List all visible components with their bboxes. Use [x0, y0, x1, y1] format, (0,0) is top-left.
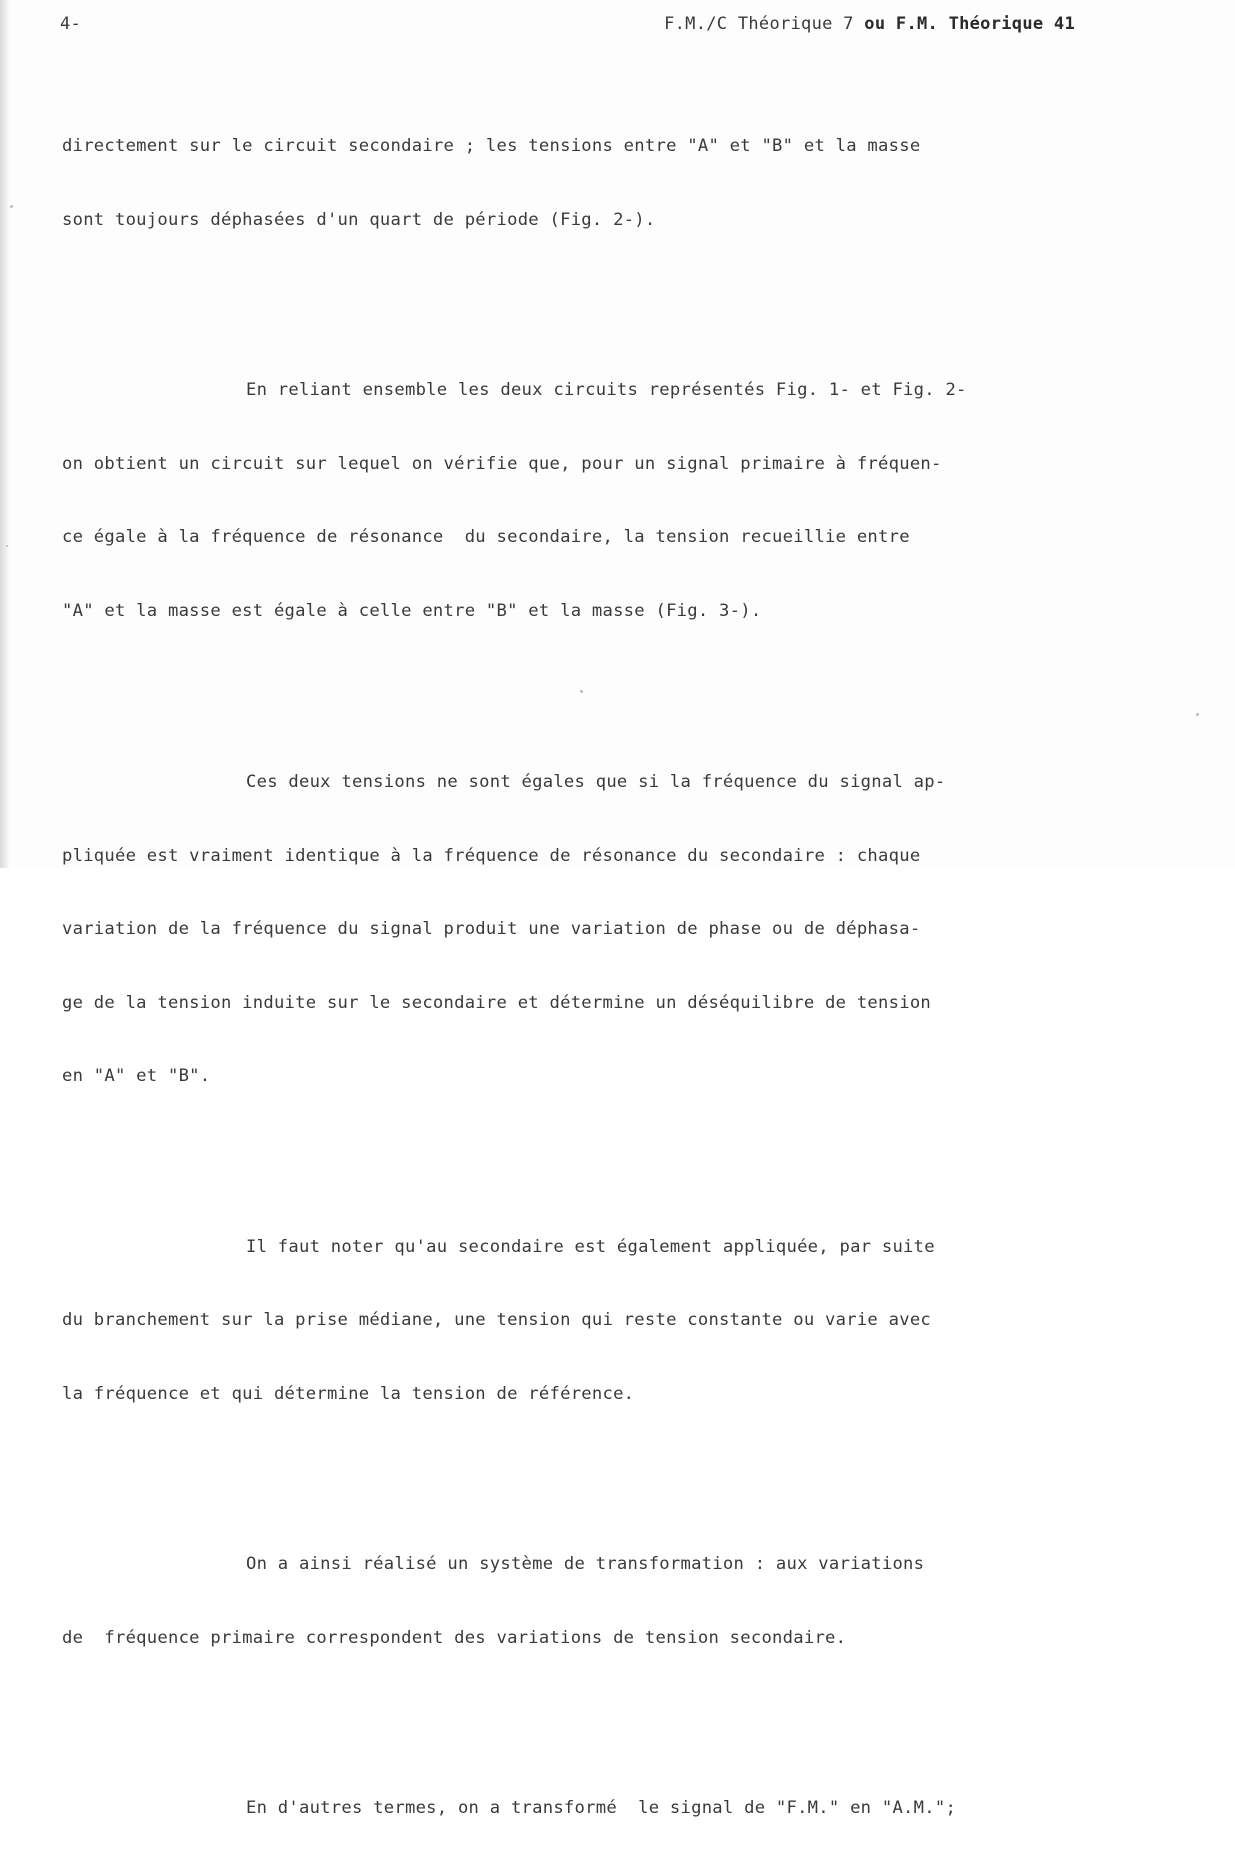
reference-part-1: F.M./C Théorique 7	[664, 14, 854, 34]
paragraph-line: directement sur le circuit secondaire ; les tensions entre "A" et "B" et la masse	[62, 136, 921, 156]
scan-edge-shadow	[0, 0, 10, 868]
paragraph-line: En reliant ensemble les deux circuits représentés Fig. 1- et Fig. 2-	[246, 380, 967, 400]
reference-separator: ou	[864, 14, 886, 34]
paragraph-3	[62, 721, 1092, 1138]
paragraph-line: du branchement sur la prise médiane, une tension qui reste constante ou varie avec	[62, 1310, 932, 1330]
paragraph-line: sont toujours déphasées d'un quart de période (Fig. 2-).	[62, 209, 656, 230]
paragraph-line: ge de la tension induite sur le secondaire et détermine un déséquilibre de tension	[62, 992, 932, 1013]
page-number: 4-	[60, 14, 82, 34]
paragraph-1	[62, 85, 1092, 281]
paragraph-line: de fréquence primaire correspondent des variations de tension secondaire.	[62, 1627, 847, 1648]
paragraph-4	[62, 1186, 1092, 1456]
reference-part-2: F.M. Théorique 41	[895, 14, 1075, 34]
paragraph-line: pliquée est vraiment identique à la fréquence de résonance du secondaire : chaque	[62, 845, 921, 866]
scan-speck	[580, 690, 583, 693]
scan-speck	[6, 545, 8, 547]
paragraph-5	[62, 1503, 1092, 1699]
document-reference	[664, 14, 1075, 34]
paragraph-2	[62, 329, 1092, 672]
scan-speck	[1196, 713, 1199, 716]
paragraph-6	[62, 1747, 1092, 1870]
paragraph-line: Ces deux tensions ne sont égales que si la fréquence du signal ap-	[246, 772, 946, 792]
paragraph-line: Il faut noter qu'au secondaire est également appliquée, par suite	[246, 1236, 935, 1257]
paragraph-line: "A" et la masse est égale à celle entre "B" et la masse (Fig. 3-).	[62, 600, 762, 621]
paragraph-line: On a ainsi réalisé un système de transformation : aux variations	[246, 1554, 925, 1574]
paragraph-line: la fréquence et qui détermine la tension de référence.	[62, 1383, 635, 1404]
paragraph-line: En d'autres termes, on a transformé le signal de "F.M." en "A.M.";	[246, 1798, 957, 1818]
scan-speck	[10, 205, 13, 208]
paragraph-line: en "A" et "B".	[62, 1066, 211, 1086]
body-text	[62, 85, 1092, 1870]
paragraph-line: on obtient un circuit sur lequel on vérifie que, pour un signal primaire à fréquen-	[62, 453, 942, 474]
paragraph-line: variation de la fréquence du signal produit une variation de phase ou de déphasa-	[62, 919, 921, 939]
page-header	[60, 14, 1075, 38]
paragraph-line: ce égale à la fréquence de résonance du secondaire, la tension recueillie entre	[62, 527, 910, 547]
